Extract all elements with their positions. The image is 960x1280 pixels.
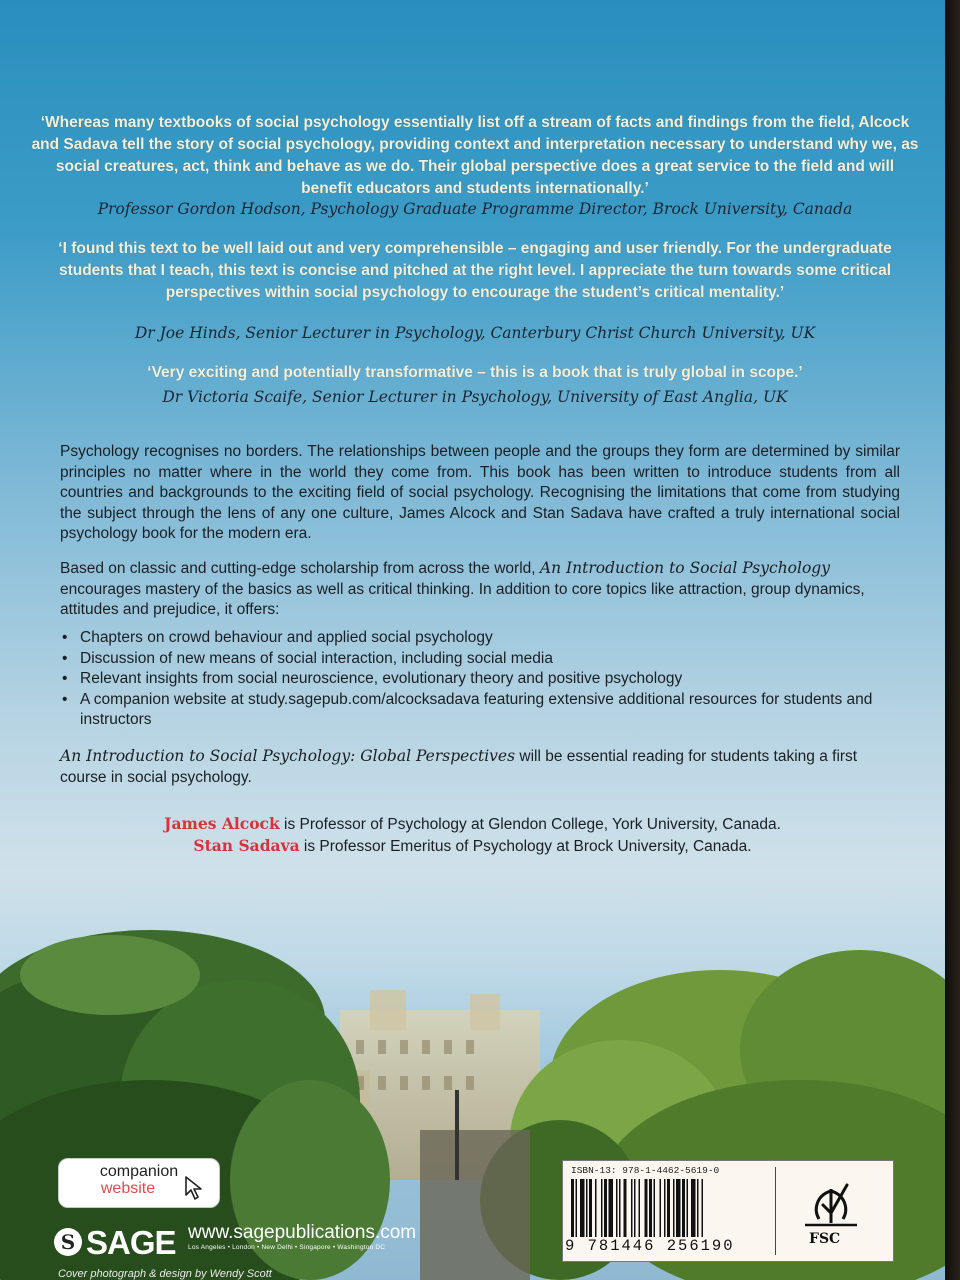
barcode-bar [654, 1179, 656, 1237]
barcode-bar [682, 1179, 685, 1237]
barcode-bar [589, 1179, 592, 1237]
tree-check-icon [795, 1175, 867, 1231]
barcode-bar [667, 1179, 670, 1237]
list-item: • Discussion of new means of social interaction, including social media [60, 649, 880, 670]
barcode-bar [660, 1179, 662, 1237]
barcode-bar [609, 1179, 614, 1237]
barcode-bar [649, 1179, 652, 1237]
book-full-title-italic: An Introduction to Social Psychology: Global Perspectives [60, 747, 516, 765]
barcode-bar [702, 1179, 704, 1237]
review-attribution-3: Dr Victoria Scaife, Senior Lecturer in Psychology, University of East Anglia, UK [162, 388, 788, 406]
author-name: James Alcock [164, 814, 280, 833]
companion-label: companion [99, 1163, 179, 1180]
barcode-bars [569, 1179, 769, 1237]
barcode-bar [595, 1179, 597, 1237]
book-title-italic: An Introduction to Social Psychology [539, 559, 830, 577]
sage-logo [54, 1224, 186, 1260]
barcode-bar [631, 1179, 633, 1237]
isbn-label: ISBN-13: 978-1-4462-5619-0 [571, 1165, 720, 1176]
sage-logo-icon: S [54, 1228, 82, 1256]
barcode-bar [673, 1179, 675, 1237]
barcode-bar [586, 1179, 588, 1237]
description-paragraph-1: Psychology recognises no borders. The relationships between people and the groups they form are determined by similar principles no matter where in the world they come from. This book has been written to introduce students from all countries and backgrounds to the exciting field of social psychology. Recognising the limitations that come from studying the subject through the lens of any one culture, James Alcock and Stan Sadava have crafted a truly international social psychology book for the modern era. [60, 443, 900, 542]
author-bio-alcock [0, 814, 945, 835]
review-attribution-1: Professor Gordon Hodson, Psychology Graduate Programme Director, Brock University, Canada [97, 200, 853, 218]
author-name: Stan Sadava [193, 836, 300, 855]
barcode-bar [697, 1179, 699, 1237]
barcode-bar [601, 1179, 603, 1237]
paragraph-2-rest: encourages mastery of the basics as well as critical thinking. In addition to core topics like attraction, group dynamics, attitudes and prejudice, it offers: [60, 580, 865, 618]
barcode-bar [604, 1179, 607, 1237]
list-item: • Chapters on crowd behaviour and applied social psychology [60, 628, 880, 649]
barcode-bar [691, 1179, 696, 1237]
barcode-bar [687, 1179, 689, 1237]
description-paragraph-3 [60, 746, 900, 788]
feature-list [60, 628, 880, 731]
review-quote-1: ‘Whereas many textbooks of social psychology essentially list off a stream of facts and findings from the field, Alcock and Sadava tell the story of social psychology, providing context and interpretation necessary to understand why we, as social creatures, act, think and behave as we do. Their global perspective does a great service to the field and will benefit educators and students internationally.’ [31, 114, 919, 197]
paragraph-2-intro: Based on classic and cutting-edge scholarship from across the world, [60, 560, 540, 577]
author-bio-text: is Professor Emeritus of Psychology at Brock University, Canada. [299, 838, 752, 855]
list-item: • A companion website at study.sagepub.com/alcocksadava featuring extensive additional resources for students and instructors [60, 690, 880, 731]
barcode-bar [639, 1179, 641, 1237]
fsc-label: FSC [809, 1231, 841, 1247]
companion-website-badge [58, 1158, 220, 1208]
review-quote-2: ‘I found this text to be well laid out and very comprehensible – engaging and user friendly. For the undergraduate students that I teach, this text is concise and pitched at the right level. I appreciate the turn towards some critical perspectives within social psychology to encourage the student’s critical mentality.’ [58, 240, 892, 301]
publisher-website: www.sagepublications.com [188, 1222, 417, 1243]
barcode-bar [619, 1179, 621, 1237]
barcode-bar [576, 1179, 578, 1237]
cover-credit: Cover photograph & design by Wendy Scott [58, 1268, 272, 1280]
author-bio-sadava [0, 836, 945, 857]
paragraph-3-rest: will be essential reading for students taking a first course in social psychology. [60, 748, 858, 786]
barcode-bar [634, 1179, 636, 1237]
barcode-digits: 9 781446 256190 [565, 1237, 735, 1255]
sage-wordmark: SAGE [86, 1224, 176, 1261]
cursor-arrow-icon [183, 1175, 205, 1201]
review-attribution-2: Dr Joe Hinds, Senior Lecturer in Psychology, Canterbury Christ Church University, UK [134, 324, 816, 342]
barcode-bar [616, 1179, 618, 1237]
author-bio-text: is Professor of Psychology at Glendon College, York University, Canada. [279, 816, 781, 833]
barcode-bar [624, 1179, 627, 1237]
review-quote-3: ‘Very exciting and potentially transformative – this is a book that is truly global in scope.’ [147, 364, 803, 381]
barcode-panel [562, 1160, 894, 1262]
barcode-bar [571, 1179, 574, 1237]
barcode-bar [676, 1179, 681, 1237]
publisher-cities: Los Angeles • London • New Delhi • Singapore • Washington DC [188, 1244, 386, 1251]
website-label: website [100, 1180, 156, 1197]
barcode-bar [580, 1179, 585, 1237]
list-item: • Relevant insights from social neuroscience, evolutionary theory and positive psychology [60, 669, 880, 690]
page-edge-shadow [945, 0, 960, 1280]
barcode-bar [645, 1179, 648, 1237]
barcode-bar [664, 1179, 666, 1237]
barcode-divider [775, 1167, 776, 1255]
description-paragraph-2 [60, 558, 900, 621]
